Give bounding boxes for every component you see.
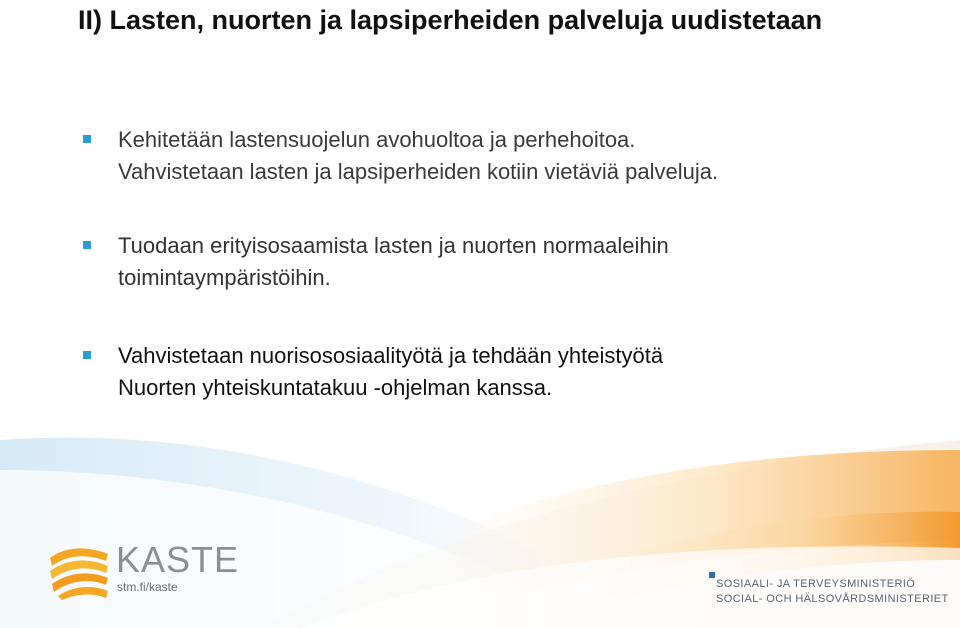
bullet-text	[118, 340, 838, 404]
bullet-line: Vahvistetaan nuorisososiaalityötä ja tehdään yhteistyötä	[118, 343, 664, 368]
slide-title: II) Lasten, nuorten ja lapsiperheiden palveluja uudistetaan	[78, 5, 823, 35]
bullet-line: Kehitetään lastensuojelun avohuoltoa ja perhehoitoa.	[118, 127, 636, 152]
ministry-logo	[706, 572, 956, 612]
bullet-line: Nuorten yhteiskuntatakuu -ohjelman kanssa.	[118, 375, 553, 400]
ministry-name-fi: SOSIAALI- JA TERVEYSMINISTERIÖ	[716, 578, 916, 590]
ministry-name-sv: SOCIAL- OCH HÄLSOVÅRDSMINISTERIET	[716, 593, 949, 605]
kaste-logo	[44, 538, 244, 608]
square-bullet-icon	[83, 241, 91, 249]
kaste-wave-icon	[48, 544, 110, 600]
square-bullet-icon	[83, 351, 91, 359]
bullet-text	[118, 230, 838, 294]
ministry-dot-icon	[709, 572, 715, 578]
kaste-name: KASTE	[116, 539, 240, 580]
kaste-url: stm.fi/kaste	[117, 580, 178, 594]
square-bullet-icon	[83, 135, 91, 143]
bullet-line: toimintaympäristöihin.	[118, 265, 331, 290]
bullet-line: Vahvistetaan lasten ja lapsiperheiden kotiin vietäviä palveluja.	[118, 159, 719, 184]
bullet-line: Tuodaan erityisosaamista lasten ja nuorten normaaleihin	[118, 233, 669, 258]
bullet-text	[118, 124, 838, 188]
